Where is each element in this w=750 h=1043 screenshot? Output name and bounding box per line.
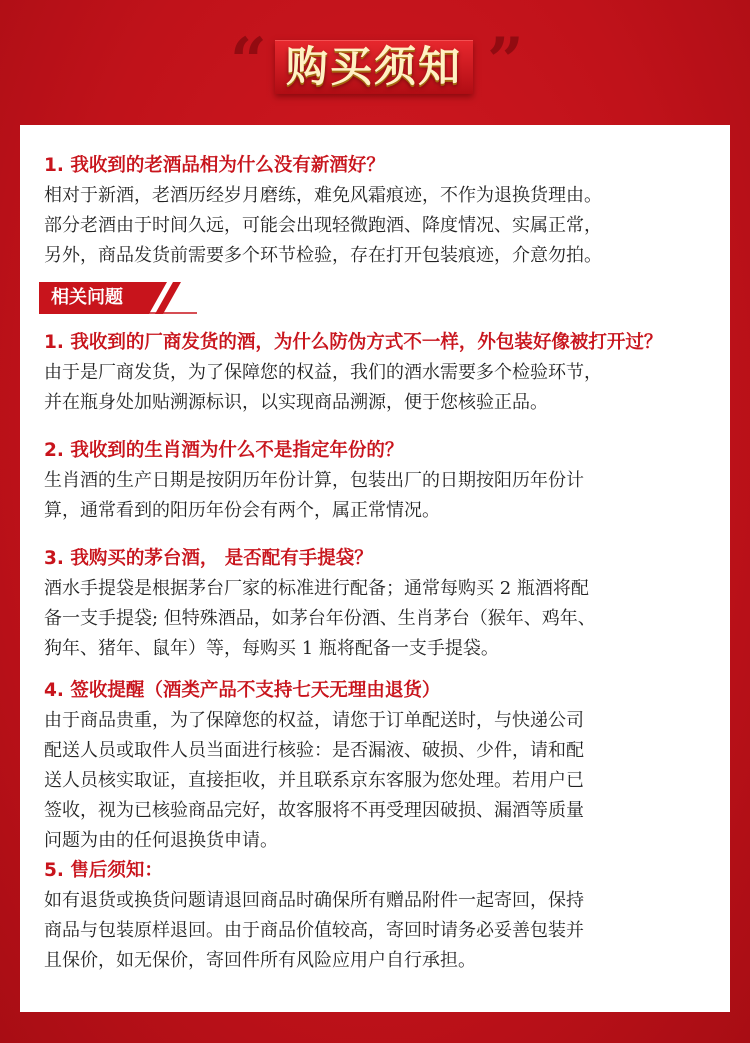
answer-line: 送人员核实取证，直接拒收，并且联系京东客服为您处理。若用户已	[44, 770, 584, 791]
answer-line: 算，通常看到的阳历年份会有两个，属正常情况。	[44, 500, 440, 521]
faq-answer-4	[44, 706, 716, 856]
answer-line: 相对于新酒，老酒历经岁月磨练，难免风霜痕迹，不作为退换货理由。	[44, 185, 602, 206]
faq-question-4: 4. 签收提醒（酒类产品不支持七天无理由退货）	[44, 680, 441, 701]
faq-question-3: 3. 我购买的茅台酒， 是否配有手提袋？	[44, 548, 373, 569]
answer-line: 生肖酒的生产日期是按阴历年份计算，包装出厂的日期按阳历年份计	[44, 470, 584, 491]
header	[0, 0, 750, 125]
faq-answer-5	[44, 886, 716, 976]
quote-mark-right: ”	[487, 24, 524, 99]
answer-line: 配送人员或取件人员当面进行核验：是否漏液、破损、少件，请和配	[44, 740, 584, 761]
answer-line: 如有退货或换货问题请退回商品时确保所有赠品附件一起寄回，保持	[44, 890, 584, 911]
answer-line: 由于是厂商发货，为了保障您的权益，我们的酒水需要多个检验环节，	[44, 362, 602, 383]
intro-answer	[44, 181, 716, 271]
answer-line: 酒水手提袋是根据茅台厂家的标准进行配备；通常每购买 2 瓶酒将配	[44, 578, 589, 599]
related-questions-label: 相关问题	[51, 287, 123, 308]
answer-line: 商品与包装原样退回。由于商品价值较高，寄回时请务必妥善包装并	[44, 920, 584, 941]
answer-line: 由于商品贵重，为了保障您的权益，请您于订单配送时，与快递公司	[44, 710, 584, 731]
answer-line: 且保价，如无保价，寄回件所有风险应用户自行承担。	[44, 950, 476, 971]
related-questions-tag	[39, 282, 197, 314]
faq-answer-3	[44, 574, 716, 664]
faq-question-5: 5. 售后须知：	[44, 860, 163, 881]
faq-answer-2	[44, 466, 716, 526]
answer-line: 备一支手提袋; 但特殊酒品，如茅台年份酒、生肖茅台（猴年、鸡年、	[44, 608, 596, 629]
answer-line: 并在瓶身处加贴溯源标识，以实现商品溯源，便于您核验正品。	[44, 392, 548, 413]
page-title: 购买须知	[285, 42, 462, 91]
answer-line: 签收，视为已核验商品完好，故客服将不再受理因破损、漏酒等质量	[44, 800, 584, 821]
faq-answer-1	[44, 358, 716, 418]
faq-question-2: 2. 我收到的生肖酒为什么不是指定年份的？	[44, 440, 404, 461]
answer-line: 另外，商品发货前需要多个环节检验，存在打开包装痕迹，介意勿拍。	[44, 245, 602, 266]
answer-line: 部分老酒由于时间久远，可能会出现轻微跑酒、降度情况、实属正常，	[44, 215, 602, 236]
intro-question: 1. 我收到的老酒品相为什么没有新酒好？	[44, 155, 385, 176]
faq-question-1: 1. 我收到的厂商发货的酒，为什么防伪方式不一样，外包装好像被打开过？	[44, 332, 663, 353]
notice-panel	[20, 125, 730, 1012]
quote-mark-left: “	[230, 24, 267, 99]
answer-line: 狗年、猪年、鼠年）等，每购买 1 瓶将配备一支手提袋。	[44, 638, 499, 659]
answer-line: 问题为由的任何退换货申请。	[44, 830, 278, 851]
